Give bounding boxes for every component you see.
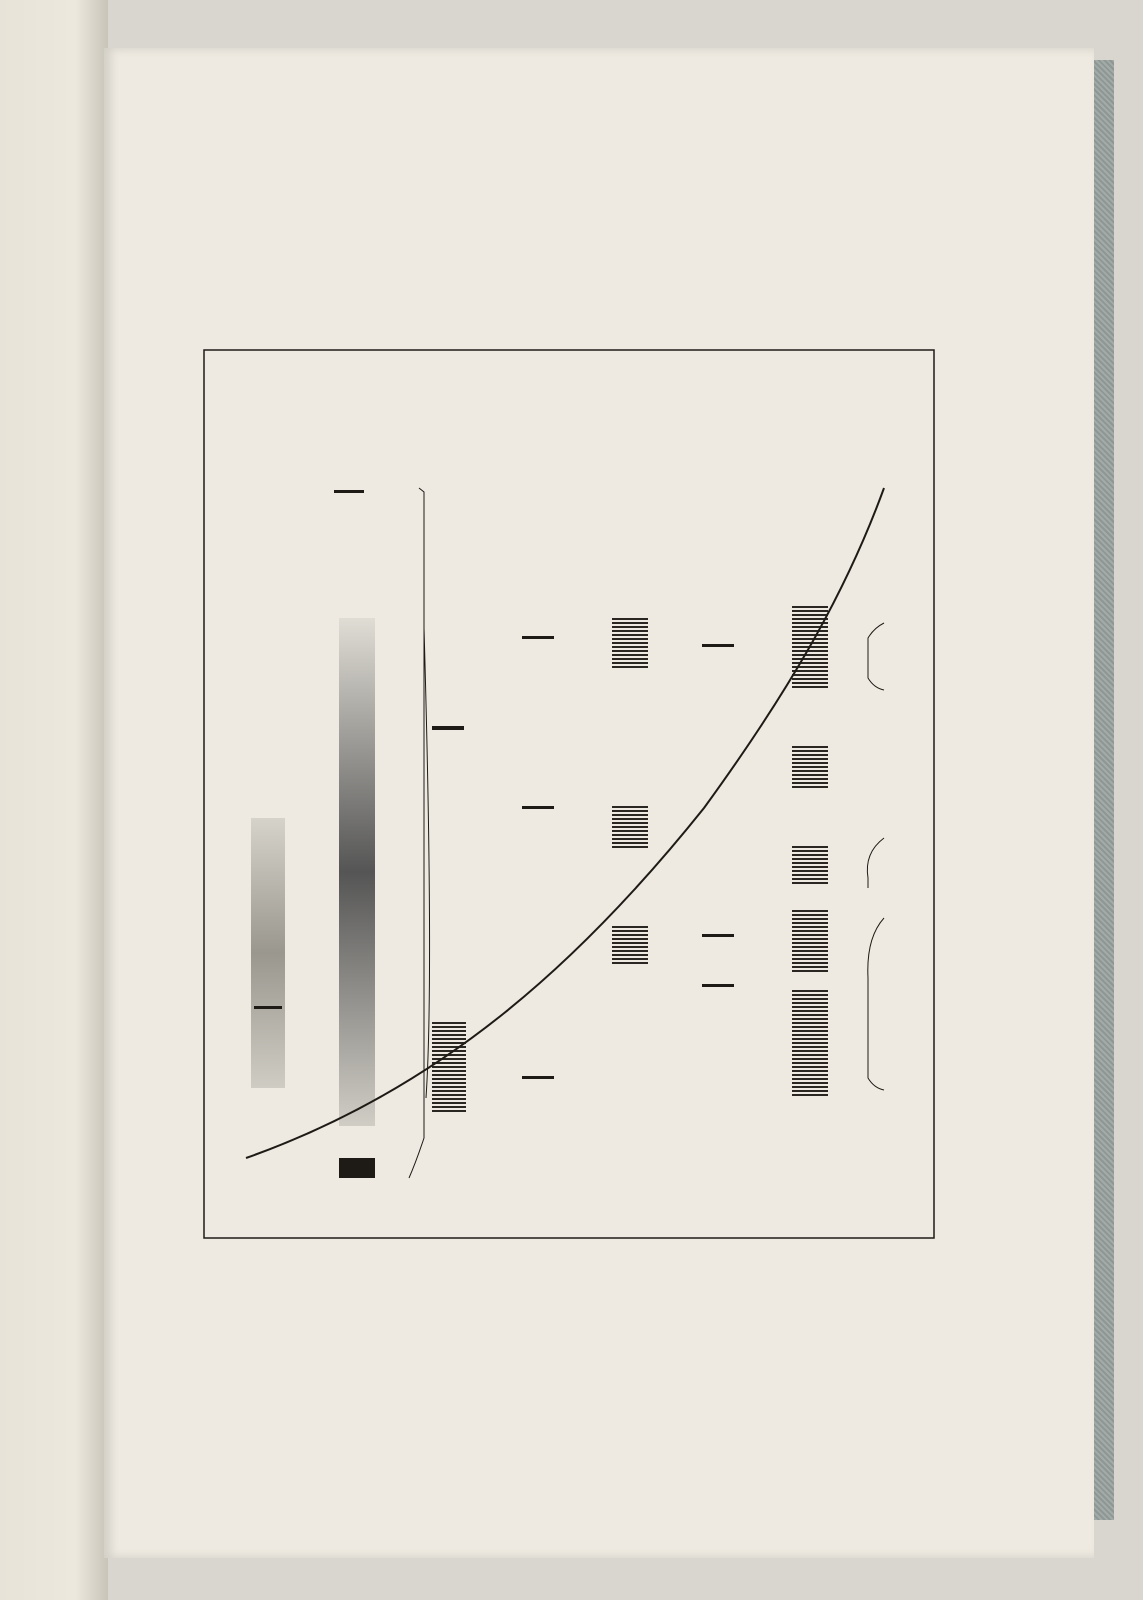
c-band-5 xyxy=(792,990,828,1096)
hg-beta-line xyxy=(702,984,734,987)
figure-frame xyxy=(204,350,934,1238)
hgbr2-band xyxy=(612,806,648,848)
na-continuous-band xyxy=(251,818,285,1088)
na-alpha-line xyxy=(254,1006,282,1009)
sr-band-group xyxy=(432,1022,466,1112)
hg-alpha-line xyxy=(702,934,734,937)
sr-sigma-line xyxy=(432,726,464,730)
k-continuous-band xyxy=(339,618,375,1126)
spectra-figure xyxy=(184,278,1084,1258)
c-band-4 xyxy=(792,910,828,972)
k-alpha-band xyxy=(339,1158,375,1178)
h-beta-line xyxy=(522,806,554,809)
k-continuum-profile xyxy=(424,628,430,1098)
c-profile-3 xyxy=(868,918,884,1090)
hgcl2-band xyxy=(612,926,648,966)
h-gamma-line xyxy=(522,636,554,639)
c-profile-2 xyxy=(867,838,884,888)
hgi2-band xyxy=(612,616,648,670)
left-page-edge xyxy=(0,0,108,1600)
book-page xyxy=(104,48,1094,1558)
book-spine xyxy=(1092,60,1114,1520)
hg-gamma-line xyxy=(702,644,734,647)
c-band-2 xyxy=(792,746,828,788)
h-alpha-line xyxy=(522,1076,554,1079)
c-band-3 xyxy=(792,846,828,886)
k-beta-line xyxy=(334,490,364,493)
c-profile-1 xyxy=(868,623,884,690)
